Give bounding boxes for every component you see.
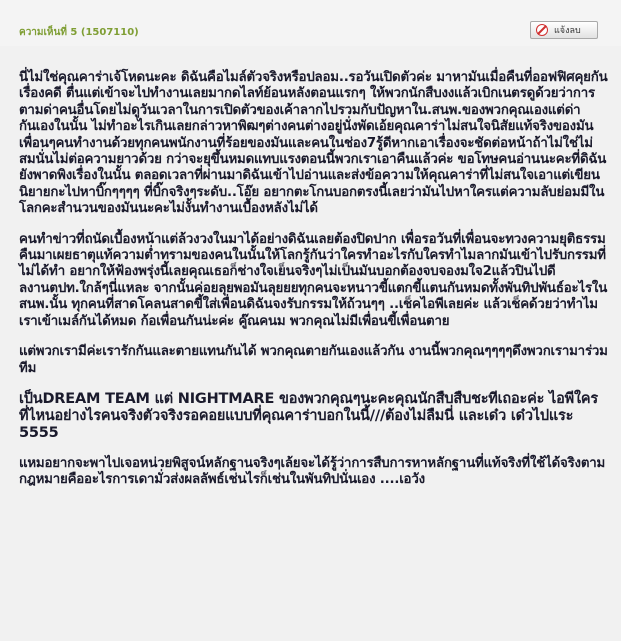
comment-paragraph-1: นี่ไม่ใช่คุณคาร่าเจ้โหดนะคะ ดิฉันคือไมล์ตัวจริงหรือปลอม..รอวันเปิดตัวค่ะ มาหามันเมื่อคืนที่ออฟฟิศคุยกันเรื่องคดี ตื่นแต่เข้าจะไปทำงานเลยมากดไลท์ย้อนหลังตอนแรกๆ ให้พวกนักสืบงงแล้วเบิกเนตรดูด้วยว่าการตามด่าคนอื่นโดยไม่ดูวันเวลาในการเปิดตัวของเค้าลากไปรวมกับปัญหาใน.สนพ.ของพวกคุณเองแต่ด่ากันเองในนั้น ไม่ทำอะไรเกินเลยกล่าวหาพิฒๆต่างคนต่างอยู่นั่งพัดเอ้ยคุณคาร่าไม่สนใจนิสัยแท้จริงของมันเพื่อนๆคนทำงานด้วยทุกคนพนักงานที่ร้อยของมันและคนในช่อง7รู้ดีหากเอาเรื่องจะชัดต่อหน้าถ้าไม่ใช่ไม่สมนั่นไม่ต่อความยาวด้วย กว่าจะยุขึ้นหมดแทบแรงตอนนี้พวกเราเอาคืนแล้วค่ะ ขอโทษคนอ่านนะคะที่ดิฉันยังพาดพิงเรื่องในนั้น ตลอดเวลาที่ผ่านมาดิฉันเข้าไปอ่านและส่งข้อความให้คุณคาร่าที่ไม่สนใจเอาแต่เขียนนิยายกะไปหาบิ๊กๆๆๆๆ ที่บิ๊กจริงๆระดับ..โอ๊ย อยากตะโกนบอกตรงนี้เลยว่ามันไปหาใครแต่ความลับย่อมมีในโลกคะสำนวนของมันนะคะไม่งั้นทำงานเบื้องหลังไม่ได้ [19, 70, 608, 217]
comment-paragraph-4: เป็นDREAM TEAM แต่ NIGHTMARE ของพวกคุณๆนะคะคุณนักสืบสืบชะทีเถอะค่ะ ไอพีใครที่ไหนอย่างไรคนจริงตัวจริงรอคอยแบบที่คุณคาร่าบอกในนี้///ต้องไม่ลืมนี่ และเด๋ว เด๋วไปแระ 5555 [19, 390, 598, 441]
comment-paragraph-3: แต่พวกเรามีค่ะเรารักกันและตายแทนกันได้ พวกคุณตายกันเองแล้วกัน งานนี้พวกคุณๆๆๆๆดึงพวกเรามาร่วมทีม [19, 344, 608, 376]
comment-paragraph-2: คนทำข่าวที่ถนัดเบื้องหน้าแต่ล้วงวงในมาได้อย่างดิฉันเลยต้องปิดปาก เพื่อรอวันที่เพื่อนจะทวงความยุติธรรมคืนมาเผยธาตุแท้ความต่ำทรามของคนในนั้นให้โลกรู้กันว่าใครทำอะไรกับใครทำไมลากมันเข้าไปรับกรรมที่ไม่ได้ทำ อยากให้ฟ้องพรุ่งนี้เลยคุณเธอก็ช่างใจเย็นจริงๆไม่เป็นมันบอกต้องจบจองมใจ2แล้วปินไปดีลงานตปท.ใกล้ๆนี่แหละ จากนั้นค่อยลุยพอมันลุยยยทุกคนจะหนาวขี้แตกขี้แตนกันหมดทั้งพันทิปพันธ์อะไรในสนพ.นั้น ทุกคนที่สาดโคลนสาดขี้ใส่เพื่อนดิฉันจงรับกรรมให้ถ้วนๆๆ ..เช็คไอพีเลยค่ะ แล้วเช็คด้วยว่าทำไมเราเข้าเมล์กันได้หมด ก้อเพื่อนกันน่ะค่ะ คู๊ณคนม พวกคุณไม่มีเพื่อนขี้เพื่อนตาย [19, 231, 608, 329]
report-button-label: แจ้งลบ [554, 26, 581, 36]
comment-paragraph-5: แหมอยากจะพาไปเจอหน่วยพิสูจน์หลักฐานจริงๆเล้ยจะได้รู้ว่าการสืบการหาหลักฐานที่แท้จริงที่ใช้ได้จริงตามกฎหมายคืออะไรการเดามั่วส่งผลลัพธ์เช่นไรก็เช่นในพันทิปนั่นเอง ....เอวัง [19, 455, 606, 488]
comment-header [0, 0, 621, 46]
no-entry-icon [536, 24, 548, 36]
report-delete-button[interactable] [530, 21, 598, 39]
comment-number: ความเห็นที่ 5 (1507110) [19, 27, 139, 38]
comment-body [19, 70, 609, 503]
